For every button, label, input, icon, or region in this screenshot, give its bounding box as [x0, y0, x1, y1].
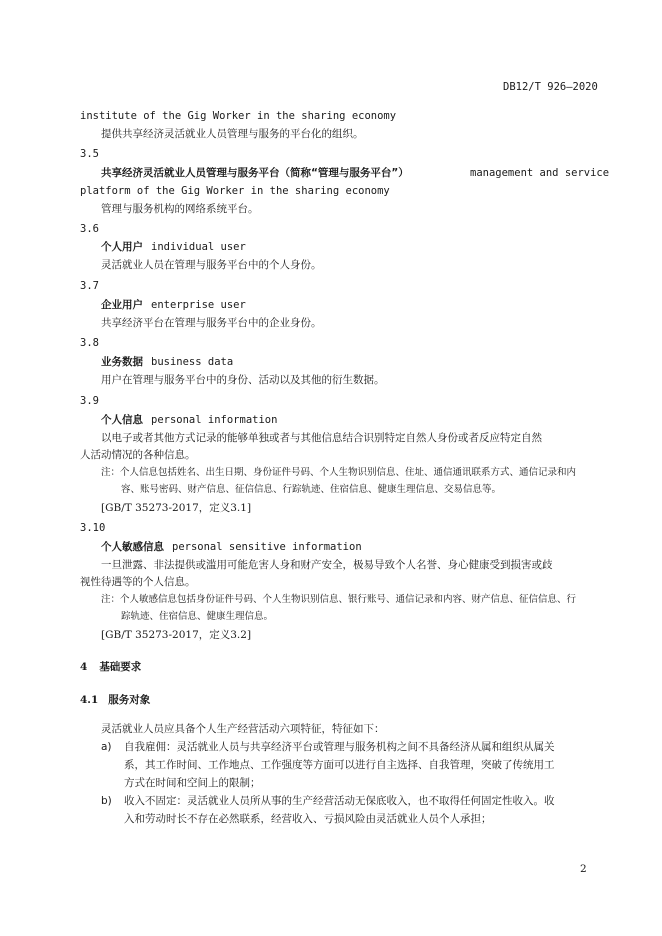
list-item-b-line-1: 收入不固定：灵活就业人员所从事的生产经营活动无保底收入，也不取得任何固定性收入。收 — [124, 795, 555, 807]
section-4-1-number: 4.1 — [80, 694, 99, 706]
clause-3-10-number: 3.10 — [80, 522, 106, 534]
list-item-a-line-1: 自我雇佣：灵活就业人员与共享经济平台或管理与服务机构之间不具备经济从属和组织从属关 — [124, 741, 555, 753]
term-3-6-definition: 灵活就业人员在管理与服务平台中的个人身份。 — [101, 259, 322, 271]
term-3-9-chinese: 个人信息 — [101, 414, 143, 426]
list-item-a-line-2: 系，其工作时间、工作地点、工作强度等方面可以进行自主选择、自我管理，突破了传统用工 — [124, 759, 555, 771]
list-item-a-line-3: 方式在时间和空间上的限制； — [124, 777, 261, 789]
section-4-number: 4 — [80, 661, 88, 673]
term-3-9-reference: [GB/T 35273-2017，定义3.1] — [101, 502, 252, 514]
term-3-9-definition-2: 人活动情况的各种信息。 — [80, 449, 196, 461]
term-3-10-reference: [GB/T 35273-2017，定义3.2] — [101, 629, 252, 641]
term-3-10-note-2: 踪轨迹、住宿信息、健康生理信息。 — [121, 611, 274, 622]
term-3-6-english: individual user — [151, 241, 246, 253]
term-3-5-english-2: platform of the Gig Worker in the sharing economy — [80, 185, 390, 197]
term-3-6-line — [101, 240, 246, 254]
section-4-1-intro: 灵活就业人员应具备个人生产经营活动六项特征，特征如下： — [101, 723, 385, 735]
term-3-7-definition: 共享经济平台在管理与服务平台中的企业身份。 — [101, 317, 322, 329]
section-4-1-heading — [80, 693, 150, 707]
term-3-6-chinese: 个人用户 — [101, 241, 143, 253]
term-3-9-note-1: 注：个人信息包括姓名、出生日期、身份证件号码、个人生物识别信息、住址、通信通讯联系方式、通信记录和内 — [101, 467, 577, 478]
term-3-7-chinese: 企业用户 — [101, 299, 143, 311]
term-3-9-definition-1: 以电子或者其他方式记录的能够单独或者与其他信息结合识别特定自然人身份或者反应特定自然 — [101, 432, 542, 444]
section-4-heading — [80, 660, 141, 674]
term-3-10-note-1: 注：个人敏感信息包括身份证件号码、个人生物识别信息、银行账号、通信记录和内容、财产信息、征信信息、行 — [101, 594, 577, 605]
clause-3-9-number: 3.9 — [80, 395, 99, 407]
standard-number: DB12/T 926—2020 — [503, 81, 598, 93]
term-3-5-chinese: 共享经济灵活就业人员管理与服务平台（简称“管理与服务平台”） — [101, 167, 409, 179]
term-3-10-definition-2: 视性待遇等的个人信息。 — [80, 576, 196, 588]
term-3-5-english-1: management and service — [470, 167, 610, 179]
clause-3-8-number: 3.8 — [80, 337, 99, 349]
term-3-8-definition: 用户在管理与服务平台中的身份、活动以及其他的衍生数据。 — [101, 374, 385, 386]
term-3-4-english-tail: institute of the Gig Worker in the sharing economy — [80, 110, 397, 122]
list-item-a-marker: a) — [101, 741, 112, 753]
term-3-9-line — [101, 413, 277, 427]
term-3-10-english: personal sensitive information — [172, 541, 362, 553]
term-3-5-definition: 管理与服务机构的网络系统平台。 — [101, 203, 259, 215]
list-item-b-marker: b) — [101, 795, 112, 807]
term-3-7-english: enterprise user — [151, 299, 246, 311]
term-3-10-definition-1: 一旦泄露、非法提供或滥用可能危害人身和财产安全，极易导致个人名誉、身心健康受到损害或歧 — [101, 559, 553, 571]
page-number: 2 — [580, 863, 587, 875]
term-3-7-line — [101, 298, 246, 312]
clause-3-5-number: 3.5 — [80, 148, 99, 160]
clause-3-6-number: 3.6 — [80, 223, 99, 235]
clause-3-7-number: 3.7 — [80, 280, 99, 292]
term-3-8-chinese: 业务数据 — [101, 356, 143, 368]
section-4-1-title: 服务对象 — [108, 694, 151, 706]
term-3-4-definition: 提供共享经济灵活就业人员管理与服务的平台化的组织。 — [101, 128, 364, 140]
term-3-8-line — [101, 355, 233, 369]
term-3-10-chinese: 个人敏感信息 — [101, 541, 164, 553]
section-4-title: 基础要求 — [99, 661, 142, 673]
term-3-9-note-2: 容、账号密码、财产信息、征信信息、行踪轨迹、住宿信息、健康生理信息、交易信息等。 — [121, 484, 502, 495]
term-3-9-english: personal information — [151, 414, 278, 426]
term-3-10-line — [101, 540, 362, 554]
term-3-8-english: business data — [151, 356, 234, 368]
list-item-b-line-2: 入和劳动时长不存在必然联系，经营收入、亏损风险由灵活就业人员个人承担； — [124, 813, 492, 825]
